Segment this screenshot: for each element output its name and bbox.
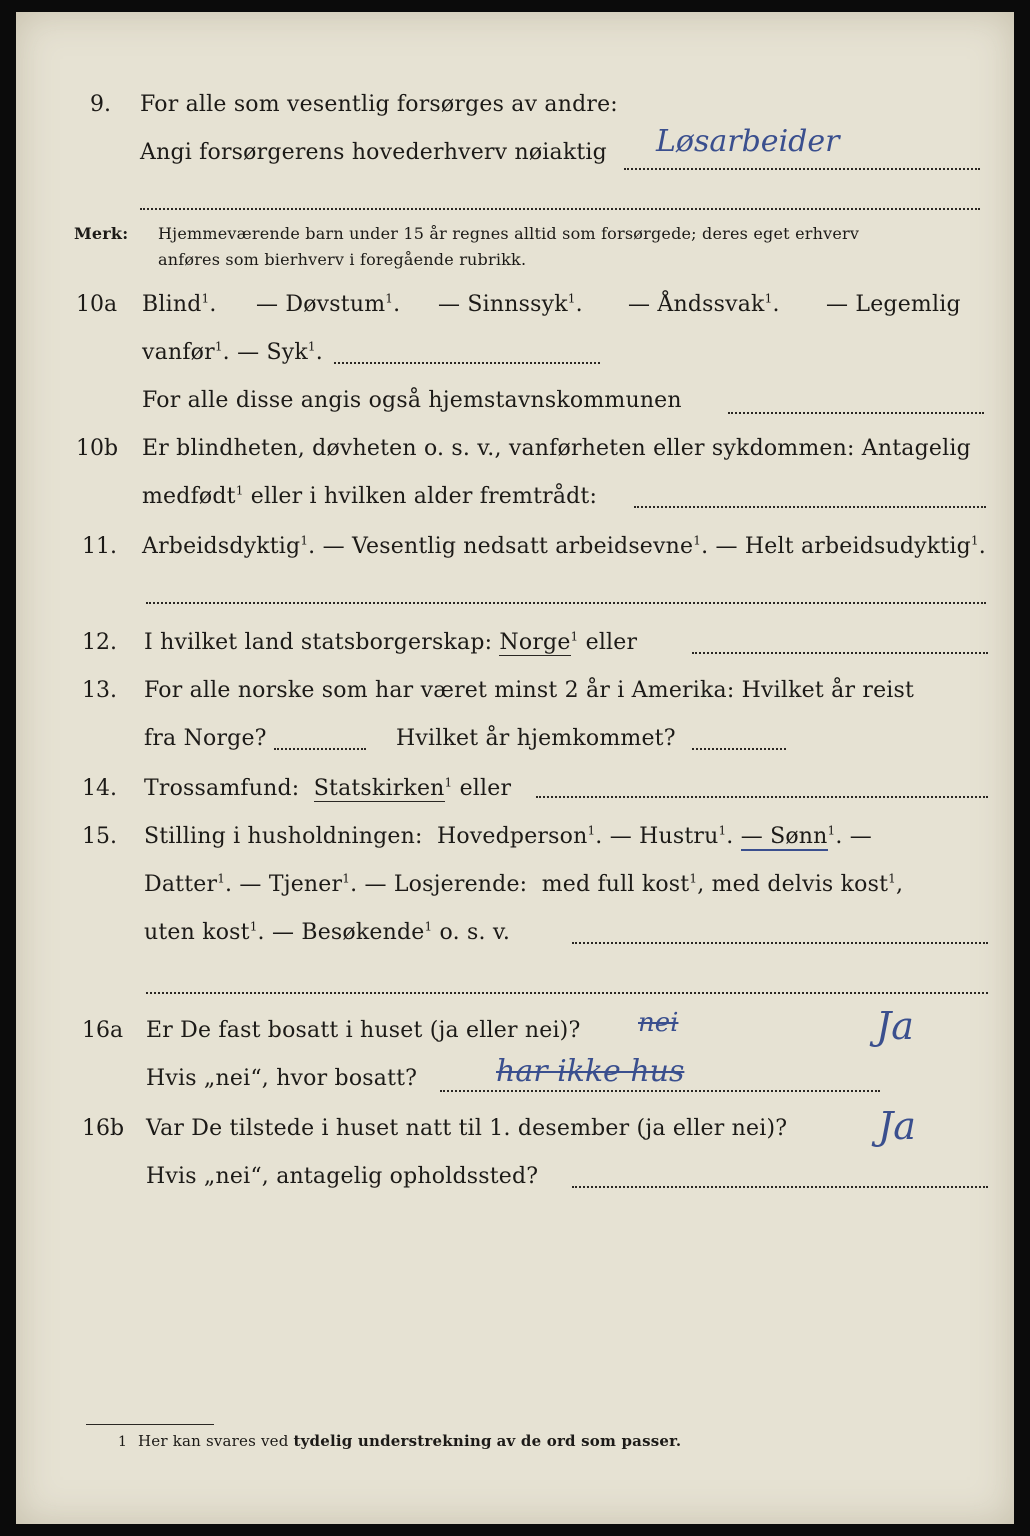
q15-number: 15. (82, 824, 117, 849)
q10a-line3: For alle disse angis også hjemstavnskommunen (142, 388, 682, 413)
q12-answer-line (692, 652, 988, 654)
q9-line1: For alle som vesentlig forsørges av andre: (140, 92, 618, 117)
q13-hjem: Hvilket år hjemkommet? (396, 726, 676, 751)
q9-answer-line (624, 168, 980, 170)
q9-number: 9. (90, 92, 111, 117)
q10a-blind: Blind$^1$. (142, 291, 217, 317)
footnote-rule (86, 1424, 214, 1425)
q13-number: 13. (82, 678, 117, 703)
q14-answer-line (536, 796, 988, 798)
q10a-hjemstavn-line (728, 412, 984, 414)
q9-extra-line (140, 208, 980, 210)
q16b-handwritten-answer[interactable]: Ja (878, 1104, 916, 1148)
q10b-line1: Er blindheten, døvheten o. s. v., vanførheten eller sykdommen: Antagelig (142, 436, 971, 461)
q15-answer-line (572, 942, 988, 944)
q13-fra: fra Norge? (144, 726, 267, 751)
q12-text: I hvilket land statsborgerskap: Norge$^1$ eller (144, 629, 638, 655)
q10a-andssvak: — Åndssvak$^1$. (628, 291, 780, 317)
q16a-struck-answer-2[interactable]: har ikke hus (496, 1054, 685, 1089)
q13-line1: For alle norske som har været minst 2 år i Amerika: Hvilket år reist (144, 678, 915, 703)
q14-number: 14. (82, 776, 117, 801)
footnote-text: Her kan svares ved tydelig understrekning av de ord som passer. (138, 1432, 682, 1450)
q16b-number: 16b (82, 1116, 125, 1141)
q15-line3: uten kost$^1$. — Besøkende$^1$ o. s. v. (144, 919, 511, 945)
q11-text: Arbeidsdyktig$^1$. — Vesentlig nedsatt arbeidsevne$^1$. — Helt arbeidsudyktig$^1$. (142, 533, 986, 559)
q16a-line2: Hvis „nei“, hvor bosatt? (146, 1066, 418, 1091)
q16a-answer-line (440, 1090, 880, 1092)
q15-line2: Datter$^1$. — Tjener$^1$. — Losjerende: med full kost$^1$, med delvis kost$^1$, (144, 871, 904, 897)
q11-extra-line (146, 602, 986, 604)
q16b-answer-line (572, 1186, 988, 1188)
q16a-line1: Er De fast bosatt i huset (ja eller nei)? (146, 1018, 581, 1043)
q10a-number: 10a (76, 292, 118, 317)
merk-line1: Hjemmeværende barn under 15 år regnes alltid som forsørgede; deres eget erhverv (158, 224, 860, 243)
q12-number: 12. (82, 630, 117, 655)
merk-line2: anføres som bierhverv i foregående rubrikk. (158, 250, 527, 269)
q10b-answer-line (634, 506, 986, 508)
q14-text: Trossamfund: Statskirken$^1$ eller (144, 775, 512, 801)
q9-handwritten-answer[interactable]: Løsarbeider (656, 124, 840, 159)
census-form-page (16, 12, 1014, 1524)
q11-number: 11. (82, 534, 117, 559)
q10b-line2: medfødt$^1$ eller i hvilken alder fremtrådt: (142, 483, 598, 509)
q15-extra-line (146, 992, 988, 994)
q10a-legemlig: — Legemlig (826, 292, 961, 317)
q16b-line1: Var De tilstede i huset natt til 1. desember (ja eller nei)? (146, 1116, 788, 1141)
q16b-line2: Hvis „nei“, antagelig opholdssted? (146, 1164, 539, 1189)
q10a-vanfor: vanfør$^1$. — Syk$^1$. (142, 339, 323, 365)
q16a-number: 16a (82, 1018, 124, 1043)
q10a-dovstum: — Døvstum$^1$. (256, 291, 401, 317)
q10b-number: 10b (76, 436, 119, 461)
q13-hjem-line (692, 748, 786, 750)
q10a-syk-line (334, 362, 600, 364)
q13-fra-line (274, 748, 366, 750)
q16a-struck-answer[interactable]: nei (638, 1008, 679, 1038)
q16a-handwritten-answer[interactable]: Ja (876, 1004, 914, 1048)
q10a-sinnssyk: — Sinnssyk$^1$. (438, 291, 583, 317)
q15-line1: Stilling i husholdningen: Hovedperson$^1$. — Hustru$^1$. — Sønn$^1$. — (144, 823, 872, 849)
merk-label: Merk: (74, 224, 129, 243)
footnote-mark: 1 (118, 1434, 128, 1450)
q9-line2: Angi forsørgerens hovederhverv nøiaktig (140, 140, 607, 165)
